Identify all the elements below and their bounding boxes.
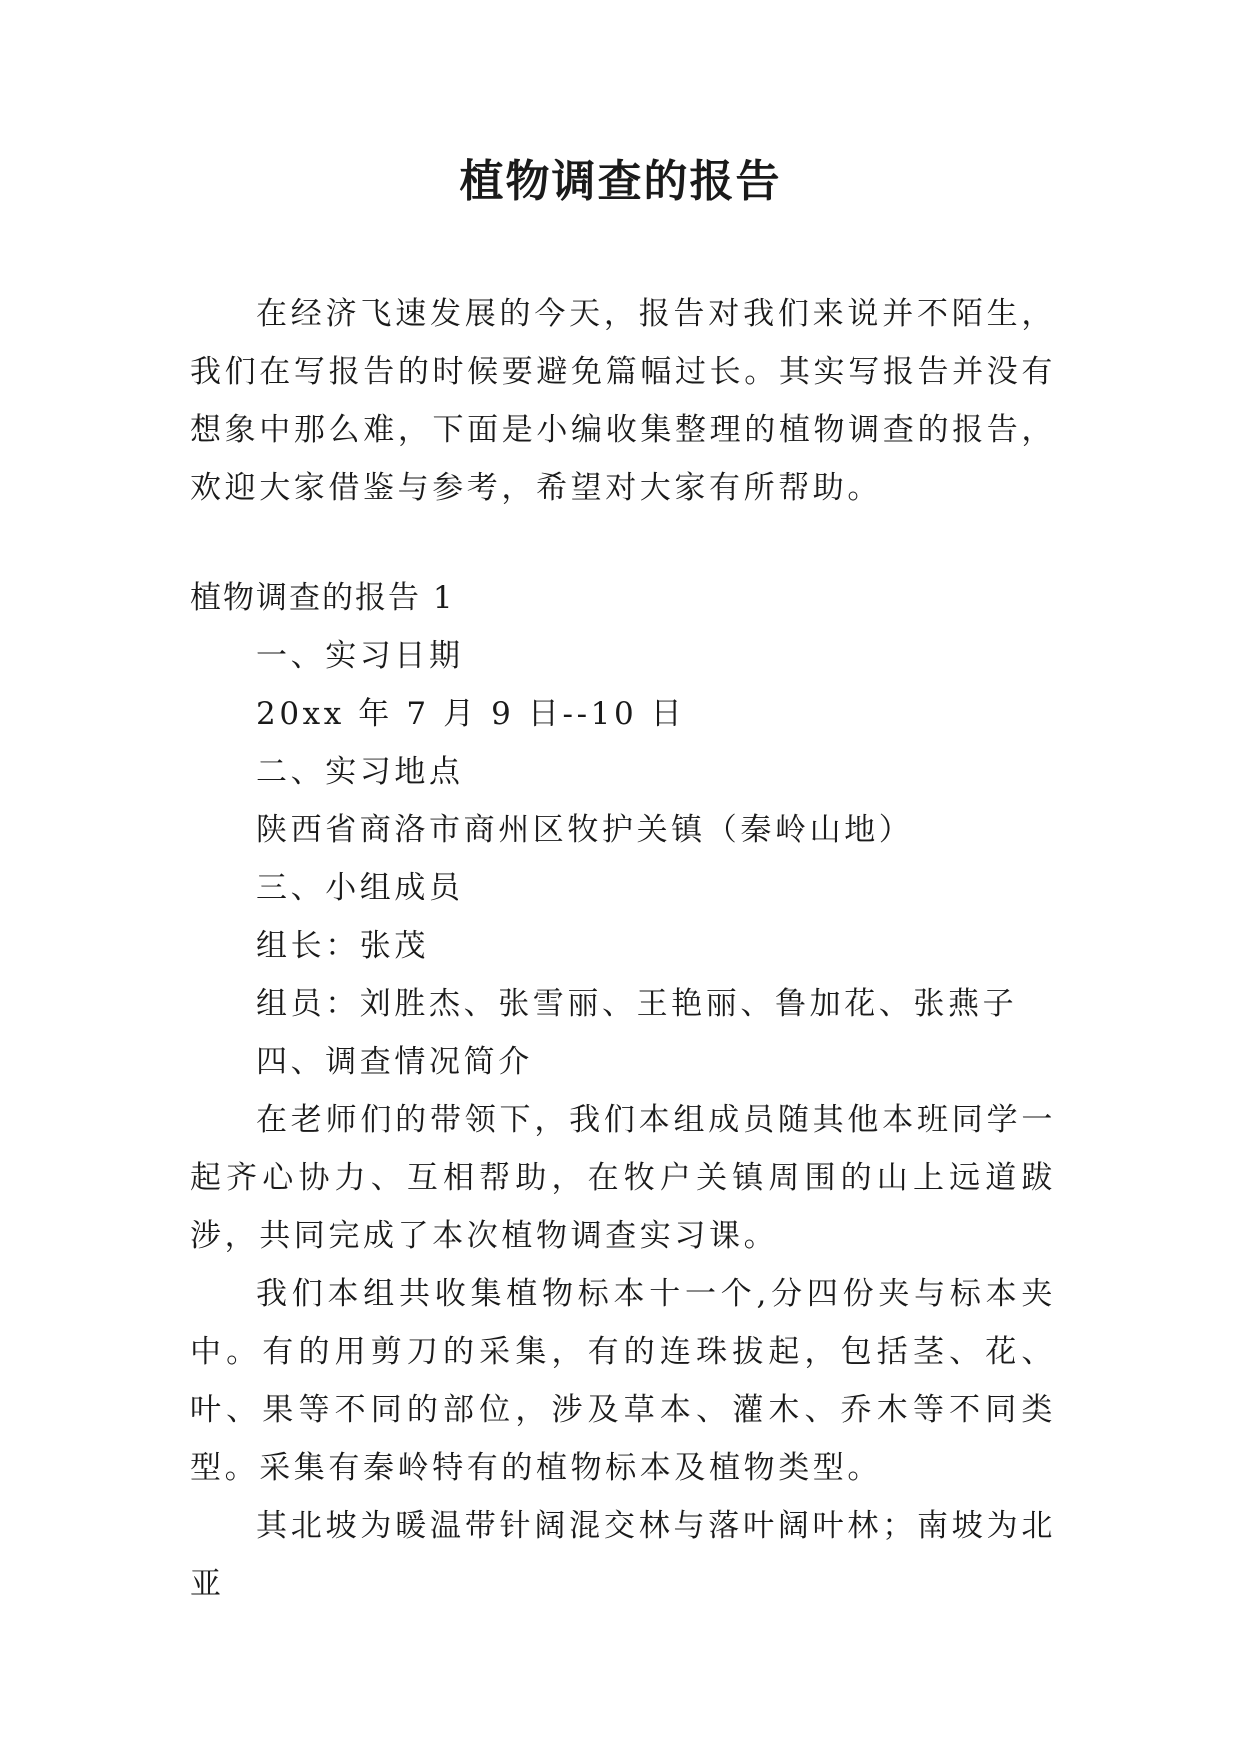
heading-survey-overview: 四、调查情况简介 bbox=[256, 1044, 533, 1080]
intro-paragraph: 在经济飞速发展的今天，报告对我们来说并不陌生，我们在写报告的时候要避免篇幅过长。其实写报告并没有想象中那么难，下面是小编收集整理的植物调查的报告，欢迎大家借鉴与参考，希望对大家有所帮助。 bbox=[190, 296, 1056, 506]
document-body bbox=[190, 285, 1056, 1613]
body-paragraph: 我们本组共收集植物标本十一个,分四份夹与标本夹中。有的用剪刀的采集，有的连珠拔起，包括茎、花、叶、果等不同的部位，涉及草本、灌木、乔木等不同类型。采集有秦岭特有的植物标本及植物类型。 bbox=[190, 1276, 1056, 1486]
group-members: 组员：刘胜杰、张雪丽、王艳丽、鲁加花、张燕子 bbox=[256, 986, 1018, 1022]
body-paragraph: 在老师们的带领下，我们本组成员随其他本班同学一起齐心协力、互相帮助，在牧户关镇周围的山上远道跋涉，共同完成了本次植物调查实习课。 bbox=[190, 1102, 1056, 1254]
body-paragraph: 其北坡为暖温带针阔混交林与落叶阔叶林；南坡为北亚 bbox=[190, 1508, 1056, 1602]
group-leader: 组长：张茂 bbox=[256, 928, 429, 964]
internship-location-value: 陕西省商洛市商州区牧护关镇（秦岭山地） bbox=[256, 812, 914, 848]
internship-date-value: 20xx 年 7 月 9 日--10 日 bbox=[256, 696, 686, 732]
heading-group-members: 三、小组成员 bbox=[256, 870, 464, 906]
document-title: 植物调查的报告 bbox=[459, 156, 782, 207]
section-heading: 植物调查的报告 1 bbox=[190, 580, 455, 616]
heading-internship-location: 二、实习地点 bbox=[256, 754, 464, 790]
heading-internship-date: 一、实习日期 bbox=[256, 638, 464, 674]
